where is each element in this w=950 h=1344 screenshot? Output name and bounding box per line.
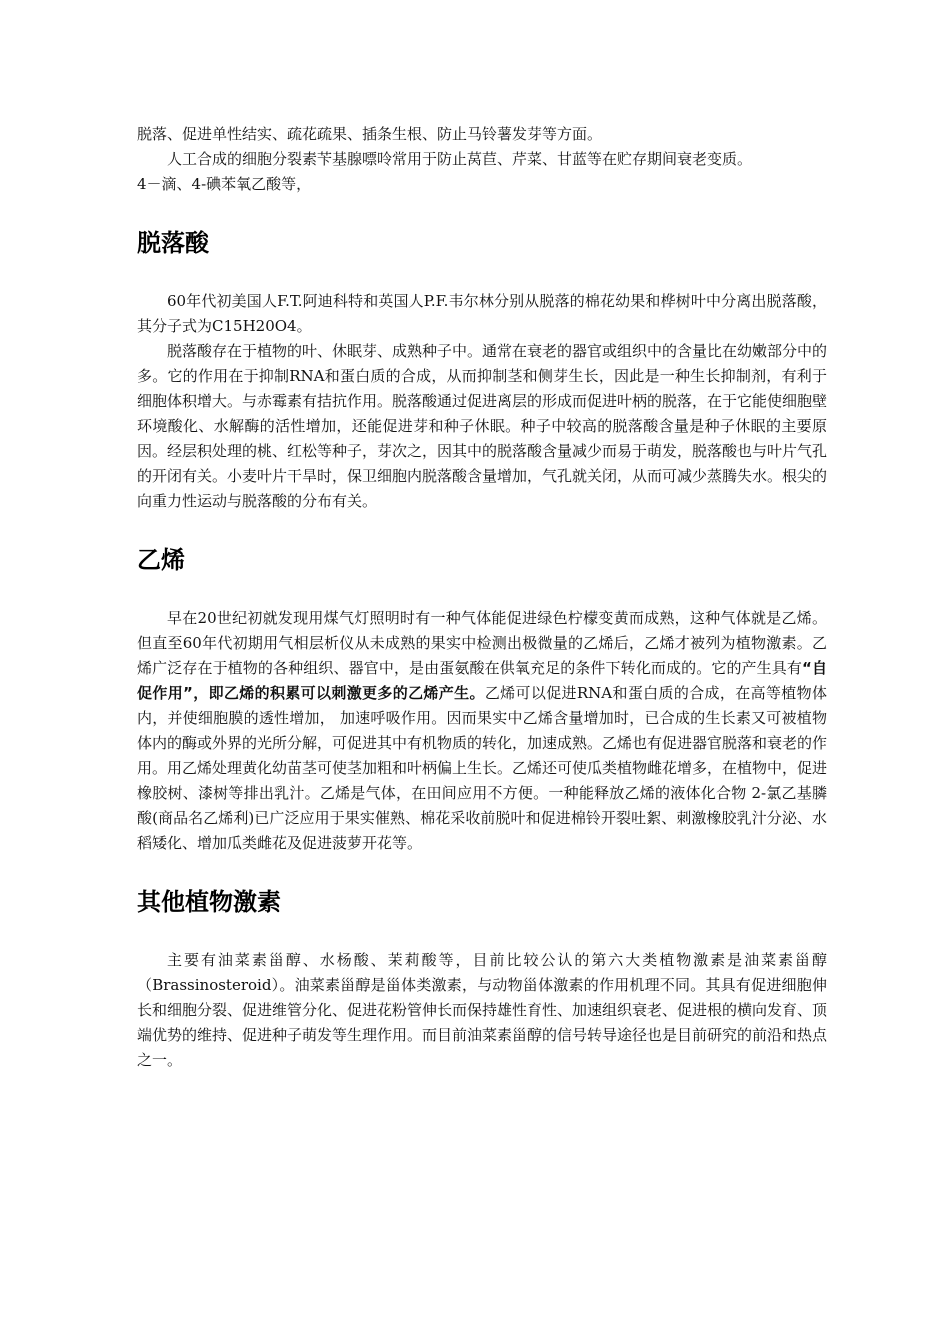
section-heading-abscisic-acid: 脱落酸 — [137, 229, 209, 257]
abscisic-paragraph-1: 60年代初美国人F.T.阿迪科特和英国人P.F.韦尔林分别从脱落的棉花幼果和桦树叶中分离出脱落酸，其分子式为C15H20O4。 — [137, 292, 827, 335]
intro-paragraph-3: 4－滴、4-碘苯氧乙酸等， — [137, 175, 312, 193]
section-heading-other-hormones: 其他植物激素 — [137, 888, 281, 916]
other-hormones-paragraph-1: 主要有油菜素甾醇、水杨酸、茉莉酸等，目前比较公认的第六大类植物激素是油菜素甾醇（Brassinosteroid）。油菜素甾醇是甾体类激素，与动物甾体激素的作用机理不同。其具有促进细胞伸长和细胞分裂、促进维管分化、促进花粉管伸长而保持雄性育性、加速组织衰老、促进根的横向发育、顶端优势的维持、促进种子萌发等生理作用。而目前油菜素甾醇的信号转导途径也是目前研究的前沿和热点之一。 — [137, 951, 828, 1069]
intro-paragraph-2: 人工合成的细胞分裂素苄基腺嘌呤常用于防止莴苣、芹菜、甘蓝等在贮存期间衰老变质。 — [167, 150, 753, 168]
abscisic-paragraph-2: 脱落酸存在于植物的叶、休眠芽、成熟种子中。通常在衰老的器官或组织中的含量比在幼嫩部分中的多。它的作用在于抑制RNA和蛋白质的合成，从而抑制茎和侧芽生长，因此是一种生长抑制剂，有利于细胞体积增大。与赤霉素有拮抗作用。脱落酸通过促进离层的形成而促进叶柄的脱落，在于它能使细胞壁环境酸化、水解酶的活性增加，还能促进芽和种子休眠。种子中较高的脱落酸含量是种子休眠的主要原因。经层积处理的桃、红松等种子，芽次之，因其中的脱落酸含量减少而易于萌发，脱落酸也与叶片气孔的开闭有关。小麦叶片干旱时，保卫细胞内脱落酸含量增加，气孔就关闭，从而可减少蒸腾失水。根尖的向重力性运动与脱落酸的分布有关。 — [137, 342, 828, 510]
ethylene-text-b: 乙烯可以促进RNA和蛋白质的合成，在高等植物体内，并使细胞膜的透性增加， 加速呼吸作用。因而果实中乙烯含量增加时，已合成的生长素又可被植物体内的酶或外界的光所分解，可促进其中有机物质的转化，加速成熟。乙烯也有促进器官脱落和衰老的作用。用乙烯处理黄化幼苗茎可使茎加粗和叶柄偏上生长。乙烯还可使瓜类植物雌花增多，在植物中，促进橡胶树、漆树等排出乳汁。乙烯是气体，在田间应用不方便。一种能释放乙烯的液体化合物 2-氯乙基膦酸(商品名乙烯利)已广泛应用于果实催熟、棉花采收前脱叶和促进棉铃开裂吐絮、刺激橡胶乳汁分泌、水稻矮化、增加瓜类雌花及促进菠萝开花等。 — [137, 684, 828, 852]
section-heading-ethylene: 乙烯 — [137, 546, 185, 574]
ethylene-paragraph-1 — [137, 606, 827, 856]
ethylene-bold-text: “自促作用”，即乙烯的积累可以刺激更多的乙烯产生。 — [137, 659, 827, 702]
intro-paragraph-1: 脱落、促进单性结实、疏花疏果、插条生根、防止马铃薯发芽等方面。 — [137, 125, 603, 143]
ethylene-text-a: 早在20世纪初就发现用煤气灯照明时有一种气体能促进绿色柠檬变黄而成熟，这种气体就是乙烯。但直至60年代初期用气相层析仪从未成熟的果实中检测出极微量的乙烯后，乙烯才被列为植物激素。乙烯广泛存在于植物的各种组织、器官中，是由蛋氨酸在供氧充足的条件下转化而成的。它的产生具有 — [137, 609, 827, 677]
document-page — [137, 122, 827, 1073]
